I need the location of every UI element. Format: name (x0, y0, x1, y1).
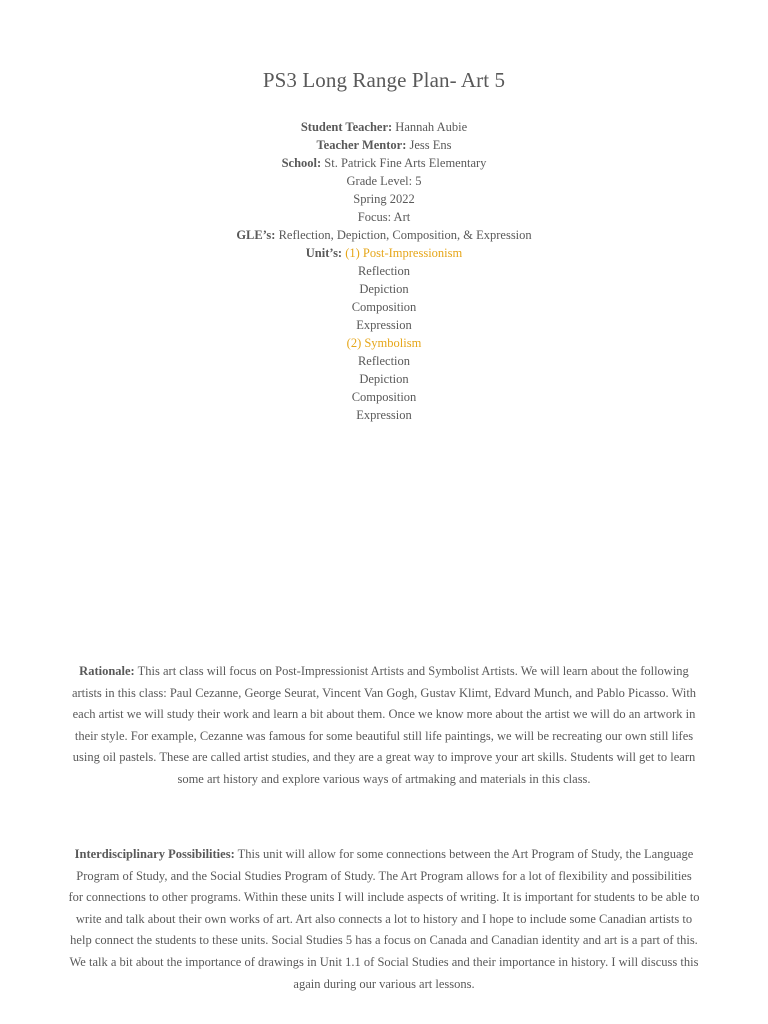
student-teacher-label: Student Teacher: (300, 120, 393, 134)
gles-value: Reflection, Depiction, Composition, & Expression (278, 228, 532, 242)
interdisciplinary-text: This unit will allow for some connections between the Art Program of Study, the Language Program of Study, and the Social Studies Program of Study. The Art Program allows for a lot of flexibility and possibilities for connections to other programs. Within these units I will include aspects of writing. It is important for students to be able to write and talk about their own works of art. Art also connects a lot to history and I hope to include some Canadian artists to help connect the students to these units. Social Studies 5 has a focus on Canada and Canadian identity and art is a part of this. We talk a bit about the importance of drawings in Unit 1.1 of Social Studies and their importance in history. I will discuss this again during our various art lessons. (68, 847, 700, 991)
gles-line (0, 226, 768, 244)
unit-topic: Composition (351, 390, 417, 404)
gles-label: GLE’s: (236, 228, 276, 242)
unit-heading: (2) Symbolism (346, 336, 422, 350)
unit-topic: Composition (351, 300, 417, 314)
page-title: PS3 Long Range Plan- Art 5 (262, 68, 506, 92)
teacher-mentor-line (0, 136, 768, 154)
school-value: St. Patrick Fine Arts Elementary (324, 156, 487, 170)
interdisciplinary-label: Interdisciplinary Possibilities: (74, 847, 235, 861)
student-teacher-line (0, 118, 768, 136)
rationale-text: This art class will focus on Post-Impressionist Artists and Symbolist Artists. We will learn about the following artists in this class: Paul Cezanne, George Seurat, Vincent Van Gogh, Gustav Klimt, Edvard Munch, and Pablo Picasso. With each artist we will study their work and learn a bit about them. Once we know more about the artist we will do an artwork in their style. For example, Cezanne was famous for some beautiful still life paintings, we will be recreating our own still lifes using oil pastels. These are called artist studies, and they are a great way to improve your art skills. Students will get to learn some art history and explore various ways of artmaking and materials in this class. (71, 664, 697, 786)
rationale-paragraph (68, 661, 700, 791)
school-label: School: (281, 156, 322, 170)
teacher-mentor-label: Teacher Mentor: (316, 138, 407, 152)
unit-topic: Reflection (357, 354, 411, 368)
unit-topic: Expression (356, 318, 412, 332)
plan-info (0, 118, 768, 424)
school-line (0, 154, 768, 172)
units-line (0, 244, 768, 262)
teacher-mentor-value: Jess Ens (409, 138, 452, 152)
student-teacher-value: Hannah Aubie (395, 120, 468, 134)
unit-topic: Depiction (359, 282, 409, 296)
unit-topic: Reflection (357, 264, 411, 278)
interdisciplinary-paragraph (68, 844, 700, 995)
unit-topic: Depiction (359, 372, 409, 386)
unit-topic: Expression (356, 408, 412, 422)
unit-heading: (1) Post-Impressionism (345, 246, 463, 260)
focus: Focus: Art (357, 210, 411, 224)
units-label: Unit’s: (305, 246, 343, 260)
grade-level: Grade Level: 5 (346, 174, 422, 188)
term: Spring 2022 (353, 192, 415, 206)
rationale-label: Rationale: (79, 664, 135, 678)
